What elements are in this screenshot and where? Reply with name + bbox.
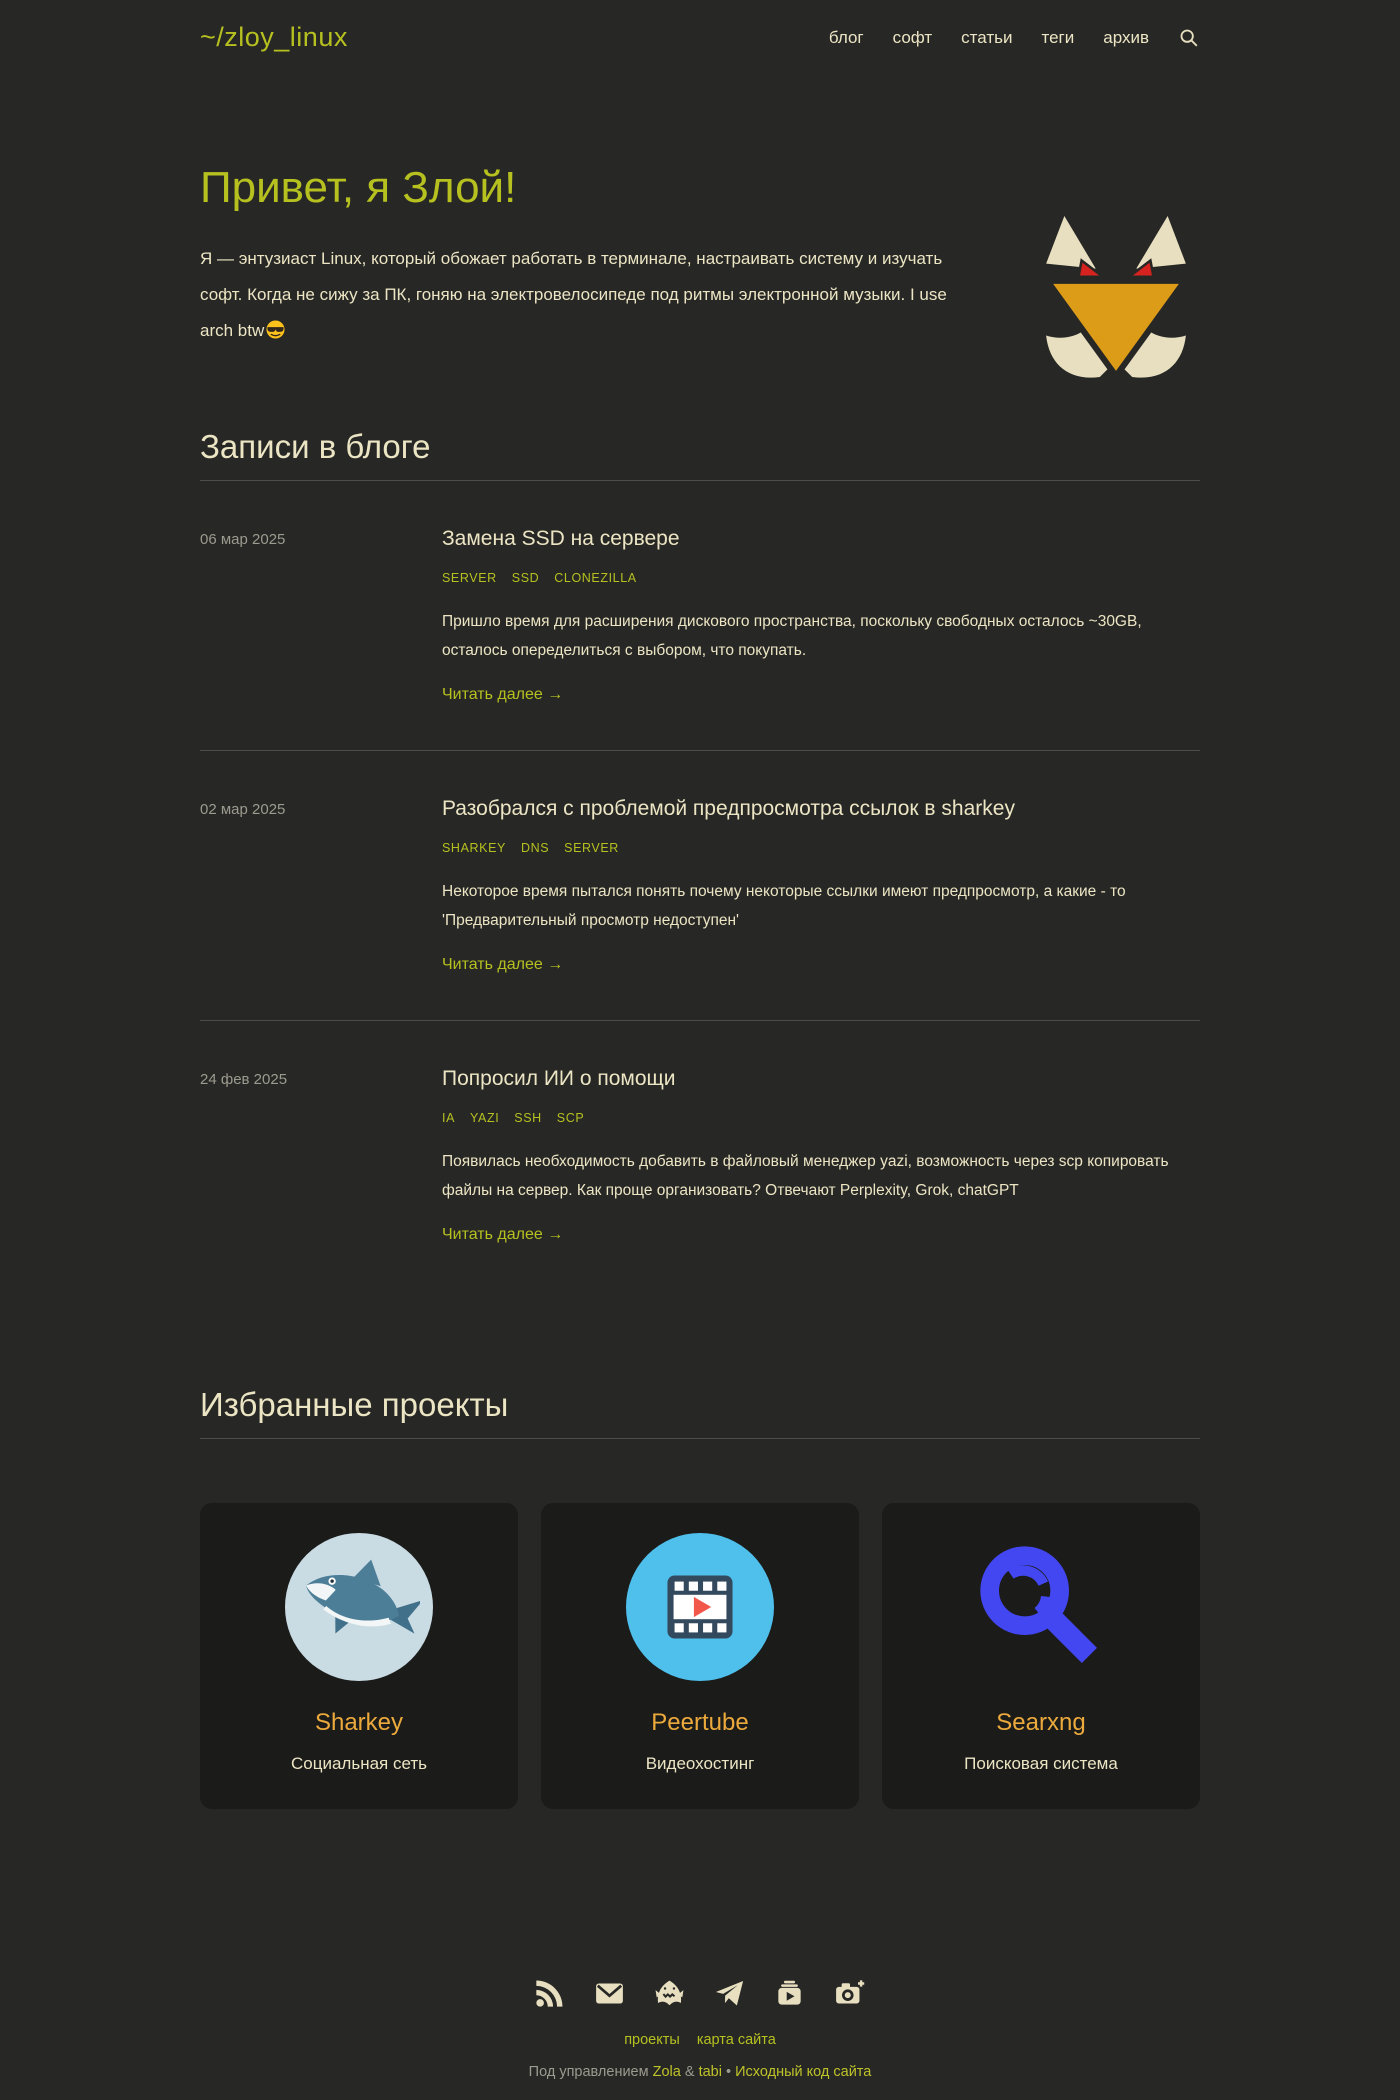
post-tag[interactable]: SCP xyxy=(556,1111,585,1125)
hero-intro: Я — энтузиаст Linux, который обожает работать в терминале, настраивать систему и изучать софт. Когда не сижу за ПК, гоняю на электровелосипеде под ритмы электронной музыки. I use arch btw xyxy=(200,241,980,352)
rss-link[interactable] xyxy=(535,1979,564,2008)
telegram-icon xyxy=(715,1979,744,2008)
post-tags xyxy=(442,841,1200,855)
post-tag[interactable]: SHARKEY xyxy=(442,841,506,855)
project-card-description: Социальная сеть xyxy=(291,1754,427,1773)
post-tag[interactable]: SSH xyxy=(514,1111,542,1125)
blog-post xyxy=(200,751,1200,1021)
post-date: 02 мар 2025 xyxy=(200,801,286,818)
sunglasses-emoji-icon xyxy=(266,316,285,352)
post-title-link[interactable]: Замена SSD на сервере xyxy=(442,527,680,550)
post-title-link[interactable]: Попросил ИИ о помощи xyxy=(442,1067,676,1090)
project-card-title: Sharkey xyxy=(314,1709,404,1736)
project-card-searxng[interactable] xyxy=(882,1503,1200,1809)
project-card-title: Peertube xyxy=(651,1709,749,1736)
project-card-peertube[interactable] xyxy=(541,1503,859,1809)
project-card-title: Searxng xyxy=(996,1709,1086,1736)
post-date: 24 фев 2025 xyxy=(200,1071,288,1088)
post-excerpt: Пришло время для расширения дискового пространства, поскольку свободных осталось ~30GB, осталось опеределиться с выбором, что покупать. xyxy=(442,613,1142,659)
site-header xyxy=(200,0,1200,53)
tabi-link[interactable]: tabi xyxy=(698,2064,722,2080)
post-tags xyxy=(442,1111,1200,1125)
page-title: Привет, я Злой! xyxy=(200,163,517,212)
shark-icon xyxy=(285,1533,433,1681)
footer-link-sitemap[interactable]: карта сайта xyxy=(696,2032,776,2048)
site-footer xyxy=(0,1979,1400,2080)
post-tag[interactable]: SERVER xyxy=(442,571,497,585)
peertube-link[interactable] xyxy=(775,1979,804,2008)
hero-section xyxy=(200,163,1200,378)
post-tag[interactable]: IA xyxy=(442,1111,456,1125)
post-tag[interactable]: CLONEZILLA xyxy=(554,571,637,585)
email-link[interactable] xyxy=(595,1979,624,2008)
project-card-description: Поисковая система xyxy=(964,1754,1118,1773)
divider xyxy=(200,1438,1200,1439)
projects-heading: Избранные проекты xyxy=(200,1386,509,1423)
email-icon xyxy=(595,1979,624,2008)
credits-separator: • xyxy=(726,2064,732,2080)
nav-item-archive[interactable]: архив xyxy=(1103,27,1149,47)
post-tag[interactable]: YAZI xyxy=(470,1111,500,1125)
film-play-icon xyxy=(626,1533,774,1681)
sharkey-link[interactable] xyxy=(655,1979,684,2008)
post-date: 06 мар 2025 xyxy=(200,531,286,548)
peertube-video-icon xyxy=(775,1979,804,2008)
camera-plus-icon xyxy=(835,1979,865,2008)
read-more-link[interactable]: Читать далее → xyxy=(442,1226,564,1243)
nav-item-blog[interactable]: блог xyxy=(828,27,864,47)
post-tags xyxy=(442,571,1200,585)
blog-post xyxy=(200,481,1200,751)
zola-link[interactable]: Zola xyxy=(652,2064,681,2080)
blog-section xyxy=(200,428,1200,1290)
footer-links xyxy=(0,2032,1400,2048)
nav-item-tags[interactable]: теги xyxy=(1041,27,1075,47)
credits-amp: & xyxy=(684,2064,695,2080)
read-more-link[interactable]: Читать далее → xyxy=(442,686,564,703)
post-tag[interactable]: DNS xyxy=(520,841,550,855)
footer-link-projects[interactable]: проекты xyxy=(624,2032,680,2048)
pixelfed-link[interactable] xyxy=(835,1979,865,2008)
project-cards xyxy=(200,1503,1200,1809)
post-tag[interactable]: SERVER xyxy=(564,841,619,855)
sharkey-shark-icon xyxy=(655,1979,684,2008)
post-excerpt: Появилась необходимость добавить в файловый менеджер yazi, возможность через scp копировать файлы на сервер. Как проще организовать? Отвечают Perplexity, Grok, chatGPT xyxy=(442,1153,1169,1199)
telegram-link[interactable] xyxy=(715,1979,744,2008)
post-excerpt: Некоторое время пытался понять почему некоторые ссылки имеют предпросмотр, а какие - то 'Предварительный просмотр недоступен' xyxy=(442,883,1126,929)
blog-heading: Записи в блоге xyxy=(200,428,431,465)
blog-post xyxy=(200,1021,1200,1290)
site-title-link[interactable]: ~/zloy_linux xyxy=(200,22,348,52)
social-links xyxy=(0,1979,1400,2008)
main-nav xyxy=(829,27,1200,49)
footer-credits xyxy=(0,2064,1400,2080)
projects-section xyxy=(200,1386,1200,1809)
angry-fox-logo xyxy=(1032,216,1200,378)
magnifier-icon xyxy=(967,1533,1115,1681)
read-more-link[interactable]: Читать далее → xyxy=(442,956,564,973)
nav-item-articles[interactable]: статьи xyxy=(961,27,1013,47)
source-code-link[interactable]: Исходный код сайта xyxy=(735,2064,872,2080)
credits-prefix: Под управлением xyxy=(528,2064,649,2080)
search-icon[interactable] xyxy=(1178,27,1200,49)
post-tag[interactable]: SSD xyxy=(511,571,540,585)
nav-item-soft[interactable]: софт xyxy=(892,27,933,47)
rss-icon xyxy=(535,1979,564,2008)
project-card-sharkey[interactable] xyxy=(200,1503,518,1809)
post-title-link[interactable]: Разобрался с проблемой предпросмотра ссылок в sharkey xyxy=(442,797,1015,820)
project-card-description: Видеохостинг xyxy=(645,1754,755,1773)
